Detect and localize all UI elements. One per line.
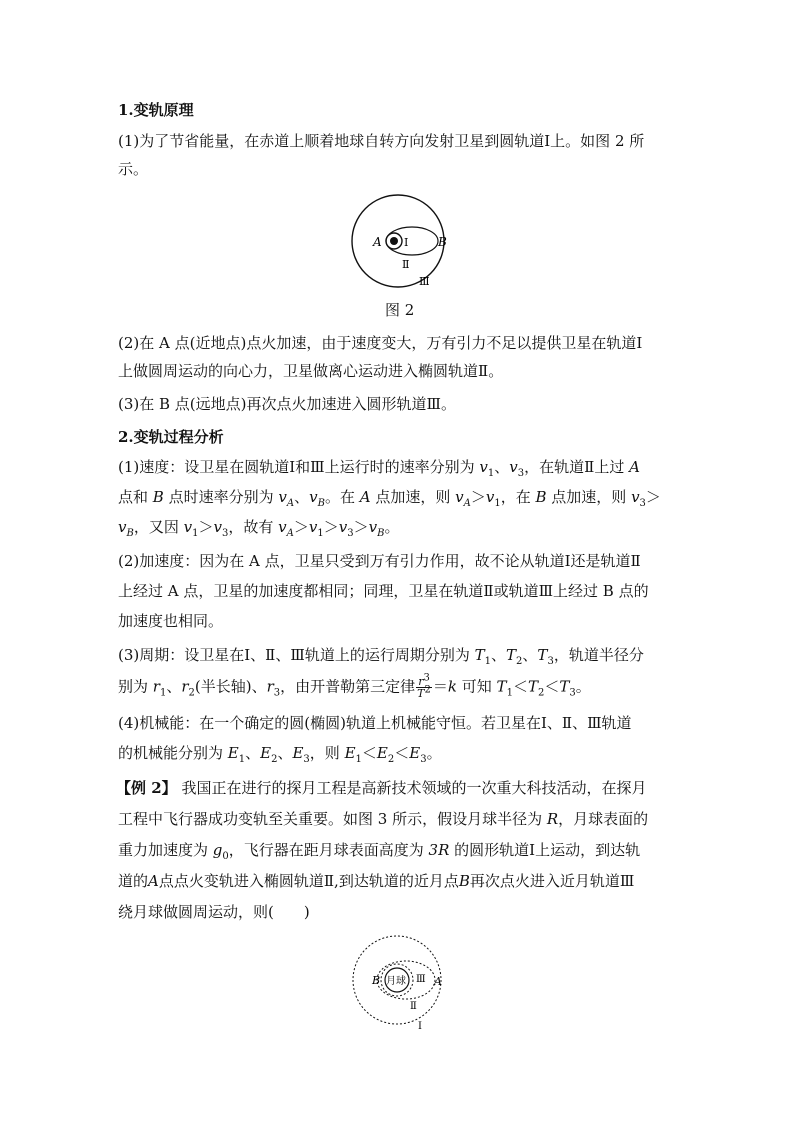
paragraph-2-line-2: 上做圆周运动的向心力，卫星做离心运动进入椭圆轨道Ⅱ。	[118, 362, 504, 380]
paragraph-2-line-1: (2)在 A 点(近地点)点火加速，由于速度变大，万有引力不足以提供卫星在轨道Ⅰ	[118, 334, 643, 352]
example-2-line-5: 绕月球做圆周运动，则( )	[118, 903, 310, 921]
energy-line-1: (4)机械能：在一个确定的圆(椭圆)轨道上机械能守恒。若卫星在Ⅰ、Ⅱ、Ⅲ轨道	[118, 714, 632, 732]
figure-2-caption: 图 2	[385, 301, 415, 319]
orbit-i-label-fig3: Ⅰ	[418, 1021, 422, 1032]
paragraph-1-line-2: 示。	[118, 160, 149, 178]
example-2-tag: 【例 2】	[116, 779, 177, 797]
orbit-ii-label-fig3: Ⅱ	[410, 1001, 417, 1012]
energy-line-2: 的机械能分别为 $E_1$、$E_2$、$E_3$，则 $E_1<E_2<E_3$。	[118, 744, 442, 765]
speed-line-2: 点和 B 点时速率分别为 $v_A$、$v_B$。在 A 点加速，则 $v_A>v_1$，在 B 点加速，则 $v_3>$	[118, 488, 661, 509]
period-line-1: (3)周期：设卫星在Ⅰ、Ⅱ、Ⅲ轨道上的运行周期分别为 $T_1$、$T_2$、$T_3$，轨道半径分	[118, 646, 644, 667]
point-b-label: B	[438, 235, 447, 249]
kepler-fraction: $\frac{r^3}{T^2}$	[417, 672, 431, 700]
section-title-process-analysis: 2.变轨过程分析	[118, 428, 224, 446]
figure-2-orbit-diagram	[340, 190, 460, 290]
orbit-i-label: Ⅰ	[404, 236, 409, 249]
acceleration-line-1: (2)加速度：因为在 A 点，卫星只受到万有引力作用，故不论从轨道Ⅰ还是轨道Ⅱ	[118, 552, 641, 570]
acceleration-line-3: 加速度也相同。	[118, 612, 224, 630]
example-2-line-4: 道的A点点火变轨进入椭圆轨道Ⅱ,到达轨道的近月点B再次点火进入近月轨道Ⅲ	[118, 872, 635, 890]
figure-3-moon-orbit-diagram	[340, 935, 460, 1035]
point-a-label-fig3: A	[434, 975, 442, 988]
paragraph-1-line-1: (1)为了节省能量，在赤道上顺着地球自转方向发射卫星到圆轨道Ⅰ上。如图 2 所	[118, 132, 645, 150]
speed-line-3: $v_B$，又因 $v_1>v_3$，故有 $v_A>v_1>v_3>v_B$。	[118, 518, 400, 539]
point-a-label: A	[373, 235, 382, 249]
example-2-line-2: 工程中飞行器成功变轨至关重要。如图 3 所示，假设月球半径为 R，月球表面的	[118, 810, 649, 828]
section-title-orbit-principle: 1.变轨原理	[118, 101, 194, 119]
acceleration-line-2: 上经过 A 点，卫星的加速度都相同；同理，卫星在轨道Ⅱ或轨道Ⅲ上经过 B 点的	[118, 582, 649, 600]
earth-dot	[390, 237, 398, 245]
example-2-line-1: 【例 2】 我国正在进行的探月工程是高新技术领域的一次重大科技活动，在探月	[116, 779, 647, 797]
period-line-2: 别为 $r_1$、$r_2$(半长轴)、$r_3$，由开普勒第三定律 $\frac{r^3}{T^2}$ ＝k 可知 $T_1<T_2<T_3$。	[118, 672, 591, 700]
speed-line-1: (1)速度：设卫星在圆轨道Ⅰ和Ⅲ上运行时的速率分别为 $v_1$、$v_3$，在轨道Ⅱ上过 A	[118, 458, 640, 479]
orbit-ii-label: Ⅱ	[402, 258, 410, 271]
moon-label: 月球	[386, 976, 406, 987]
orbit-iii-label: Ⅲ	[419, 275, 430, 288]
orbit-iii-label-fig3: Ⅲ	[416, 974, 426, 985]
example-2-line-3: 重力加速度为 $g_0$，飞行器在距月球表面高度为 3R 的圆形轨道Ⅰ上运动，到达轨	[118, 841, 641, 862]
point-b-label-fig3: B	[372, 974, 381, 987]
paragraph-3: (3)在 B 点(远地点)再次点火加速进入圆形轨道Ⅲ。	[118, 395, 456, 413]
